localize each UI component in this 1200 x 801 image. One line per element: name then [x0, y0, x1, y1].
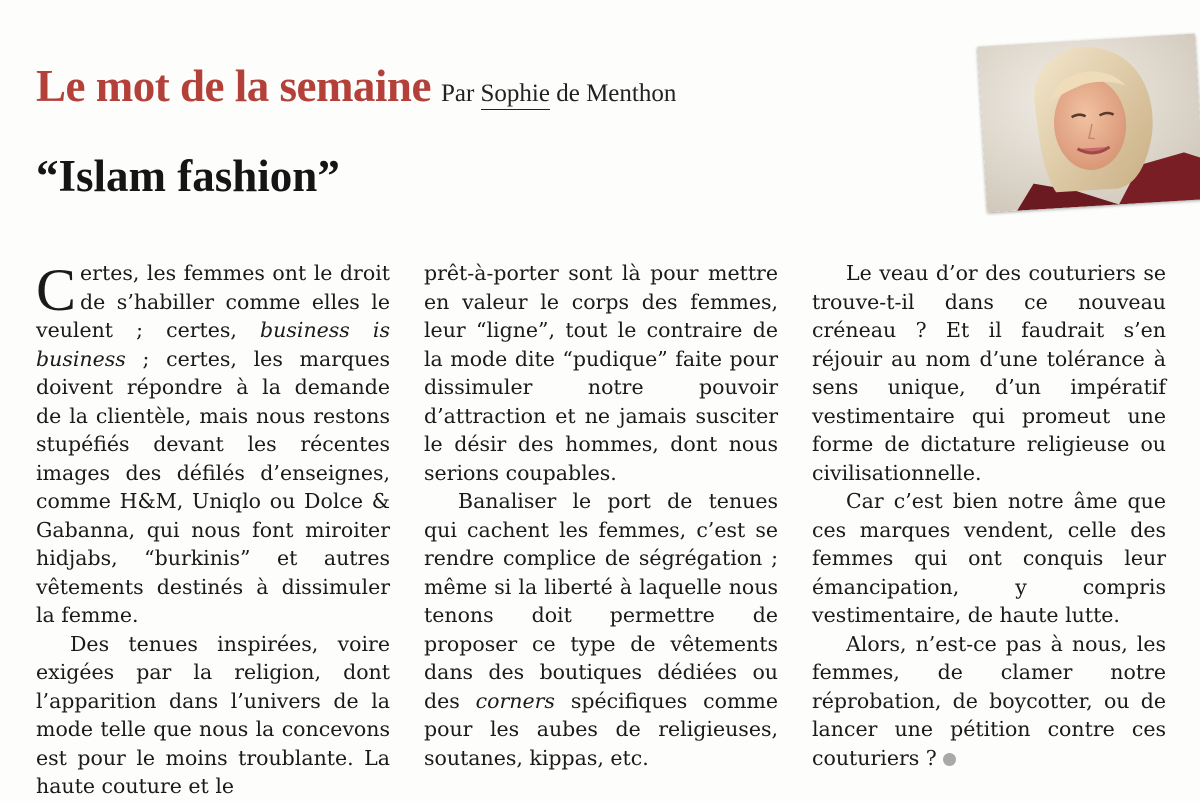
byline: [441, 80, 676, 108]
paragraph: prêt-à-porter sont là pour mettre en valeur le corps des femmes, leur “ligne”, tout le contraire de la mode dite “pudique” faite pour dissimuler notre pouvoir d’attraction et ne jamais susciter le désir des hommes, dont nous serions coupables.: [424, 261, 778, 485]
end-of-article-marker: [943, 753, 956, 766]
rubric-title: Le mot de la semaine: [36, 61, 431, 111]
paragraph: Car c’est bien notre âme que ces marques vendent, celle des femmes qui ont conquis leur émancipation, y compris vestimentaire, de haute lutte.: [812, 489, 1166, 627]
author-last-name: de Menthon: [556, 80, 677, 107]
paragraph: [36, 259, 390, 630]
paragraph-text: spécifiques comme pour les aubes de religieuses, soutanes, kippas, etc.: [424, 688, 778, 770]
paragraph: Des tenues inspirées, voire exigées par la religion, dont l’apparition dans l’univers de la mode telle que nous la concevons est pour le moins troublante. La haute couture et le: [36, 631, 390, 798]
emphasis-text: corners: [475, 688, 555, 713]
drop-cap: C: [36, 257, 77, 323]
text-column-2: [424, 259, 778, 772]
text-column-3: [812, 259, 1166, 772]
emphasis-text: business is business: [36, 318, 390, 371]
text-column-1: [36, 259, 390, 801]
author-portrait: [977, 34, 1200, 213]
byline-prefix: Par: [440, 80, 475, 107]
paragraph-text: Banaliser le port de tenues qui cachent les femmes, c’est se rendre complice de ségrégation ; même si la liberté à laquelle nous tenons doit permettre de proposer ce type de vêtements dans des boutiques dédiées ou des: [424, 489, 778, 713]
article-title: “Islam fashion”: [36, 151, 340, 201]
column-header: [36, 60, 676, 118]
paragraph-text: ertes, les femmes ont le droit de s’habiller comme elles le veulent ; certes,: [36, 261, 390, 342]
paragraph-text: Alors, n’est-ce pas à nous, les femmes, de clamer notre réprobation, de boycotter, ou de lancer une pétition contre ces couturiers ?: [812, 631, 1166, 770]
paragraph: [812, 630, 1166, 773]
paragraph-text: ; certes, les marques doivent répondre à la demande de la clientèle, mais nous restons stupéfiés devant les récentes images des défilés d’enseignes, comme H&M, Uniqlo ou Dolce & Gabanna, qui nous font miroiter hidjabs, “burkinis” et autres vêtements destinés à dissimuler la femme.: [36, 346, 390, 627]
paragraph: [424, 487, 778, 772]
paragraph: Le veau d’or des couturiers se trouve-t-il dans ce nouveau créneau ? Et il faudrait s’en réjouir au nom d’une tolérance à sens unique, d’un impératif vestimentaire qui promeut une forme de dictature religieuse ou civilisationnelle.: [812, 261, 1166, 485]
author-portrait-image: [977, 34, 1200, 213]
author-first-name: Sophie: [481, 80, 550, 110]
